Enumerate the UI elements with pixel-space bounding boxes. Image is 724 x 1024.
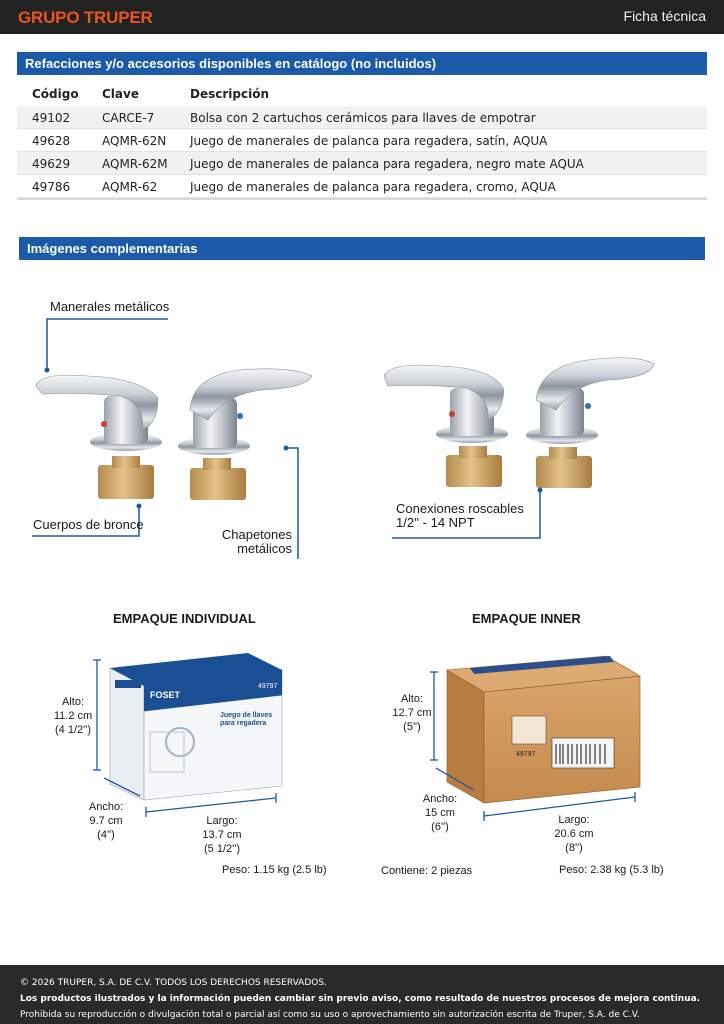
- peso-label: Peso:: [222, 864, 251, 876]
- largo-cm: 20.6 cm: [554, 828, 594, 840]
- box-brand-label: FOSET: [150, 690, 181, 700]
- inner-alto: [390, 692, 434, 734]
- ancho-cm: 9.7 cm: [89, 815, 123, 827]
- row-clave: AQMR-62N: [102, 134, 167, 148]
- box-code-label: 49797: [258, 683, 278, 690]
- individual-peso: [222, 863, 327, 877]
- document-type-title: Ficha técnica: [623, 8, 706, 24]
- ancho-label: Ancho:: [88, 801, 124, 813]
- valve-right-2: [526, 358, 654, 488]
- callout-chapetones-line1: Chapetones: [221, 527, 292, 542]
- row-codigo: 49629: [32, 157, 71, 171]
- peso-value: 2.38 kg (5.3 lb): [590, 864, 664, 876]
- ancho-cm: 15 cm: [425, 807, 455, 819]
- row-codigo: 49628: [32, 134, 71, 148]
- peso-value: 1.15 kg (2.5 lb): [253, 864, 327, 876]
- footer-copyright: © 2026 TRUPER, S.A. DE C.V. TODOS LOS DERECHOS RESERVADOS.: [20, 978, 327, 988]
- ancho-in: (4''): [97, 829, 115, 841]
- largo-in: (5 1/2''): [204, 843, 240, 855]
- alto-label: Alto:: [61, 696, 84, 708]
- brand-logo-text: GRUPO TRUPER: [18, 8, 153, 27]
- row-descripcion: Juego de manerales de palanca para regadera, cromo, AQUA: [190, 180, 556, 194]
- peso-label: Peso:: [559, 864, 588, 876]
- page-footer: [0, 965, 724, 1024]
- accessories-section-header: Refacciones y/o accesorios disponibles en catálogo (no incluidos): [17, 52, 707, 75]
- column-header-descripcion: Descripción: [190, 87, 269, 101]
- images-section-header: Imágenes complementarias: [19, 237, 705, 260]
- individual-ancho: [84, 800, 128, 842]
- row-descripcion: Juego de manerales de palanca para regadera, satín, AQUA: [190, 134, 548, 148]
- callout-conexiones-line2: 1/2'' - 14 NPT: [396, 515, 475, 530]
- callout-chapetones-line2: metálicos: [237, 541, 292, 556]
- callout-conexiones: [396, 502, 524, 530]
- inner-box-illustration: [447, 656, 640, 803]
- row-clave: AQMR-62: [102, 180, 158, 194]
- inner-ancho: [418, 792, 462, 834]
- contiene-value: 2 piezas: [431, 865, 473, 877]
- largo-label: Largo:: [206, 815, 238, 827]
- largo-in: (8''): [565, 842, 583, 854]
- alto-label: Alto:: [400, 693, 423, 705]
- alto-in: (5''): [403, 721, 421, 733]
- alto-cm: 12.7 cm: [392, 707, 432, 719]
- contiene-label: Contiene:: [381, 865, 429, 877]
- inner-peso: [559, 863, 664, 877]
- alto-in: (4 1/2''): [55, 724, 91, 736]
- row-descripcion: Juego de manerales de palanca para regadera, negro mate AQUA: [190, 157, 584, 171]
- alto-cm: 11.2 cm: [53, 710, 93, 722]
- callout-chapetones: [214, 528, 292, 556]
- individual-package-title: EMPAQUE INDIVIDUAL: [113, 611, 256, 626]
- row-codigo: 49102: [32, 111, 71, 125]
- inner-box-code-label: 49797: [516, 751, 536, 758]
- callout-manerales: Manerales metálicos: [50, 299, 170, 314]
- valve-left-2: [178, 369, 312, 500]
- row-clave: AQMR-62M: [102, 157, 168, 171]
- inner-largo: [548, 813, 600, 855]
- row-descripcion: Bolsa con 2 cartuchos cerámicos para llaves de empotrar: [190, 111, 536, 125]
- ancho-in: (6''): [431, 821, 449, 833]
- individual-largo: [196, 814, 248, 856]
- inner-contiene: [381, 864, 472, 878]
- row-clave: CARCE-7: [102, 111, 155, 125]
- inner-package-title: EMPAQUE INNER: [472, 611, 581, 626]
- callout-cuerpos-bronce: Cuerpos de bronce: [33, 517, 144, 532]
- ancho-label: Ancho:: [422, 793, 458, 805]
- footer-change-notice: Los productos ilustrados y la información pueden cambiar sin previo aviso, como resultado de nuestros procesos de mejora continua.: [20, 994, 701, 1004]
- largo-cm: 13.7 cm: [202, 829, 242, 841]
- individual-alto: [50, 695, 96, 737]
- footer-reproduction-notice: Prohibida su reproducción o divulgación total o parcial así como su uso o aprovechamiento sin autorización escrita de Truper, S.A. de C.V.: [20, 1010, 640, 1020]
- column-header-codigo: Código: [32, 87, 79, 101]
- column-header-clave: Clave: [102, 87, 139, 101]
- valve-right-1: [384, 365, 508, 487]
- row-codigo: 49786: [32, 180, 71, 194]
- valve-left-1: [36, 375, 162, 499]
- callout-conexiones-line1: Conexiones roscables: [396, 501, 524, 516]
- largo-label: Largo:: [558, 814, 590, 826]
- box-product-label: Juego de llaves para regadera: [220, 712, 273, 727]
